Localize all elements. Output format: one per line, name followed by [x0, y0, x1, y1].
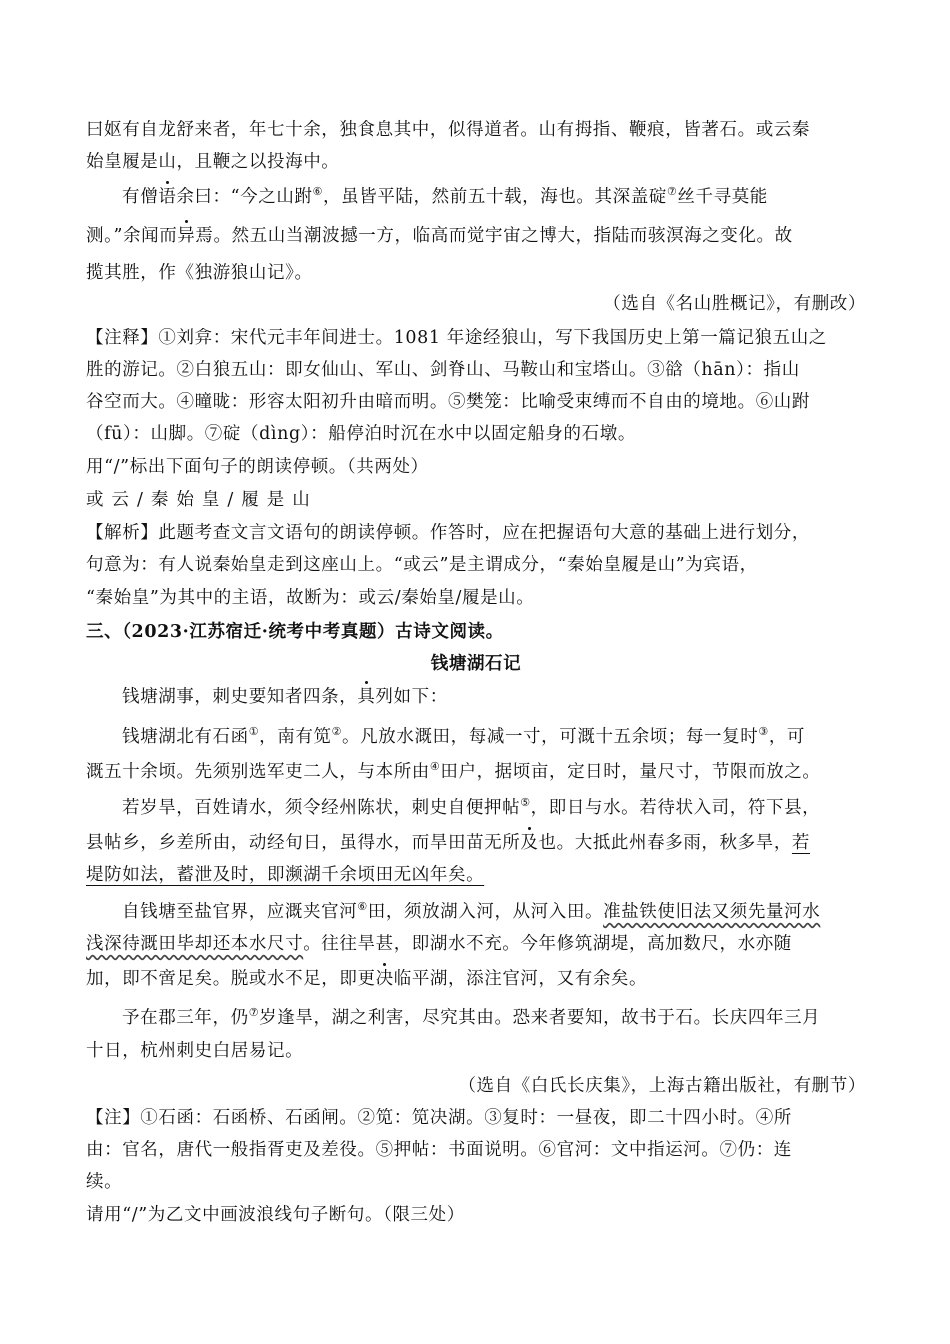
underlined-sentence: 堤防如法，蓄泄及时，即濒湖千余顷田无凶年矣。: [86, 865, 485, 885]
answer-text: 或云/秦始皇/履是山: [86, 490, 318, 510]
passage-line: 加，即不啻足矣。脱或水不足，即更决临平湖，添注官河，又有余矣。: [86, 969, 648, 989]
passage-line: 揽其胜，作《独游狼山记》。: [86, 263, 313, 283]
passage-line: 测。”余闻而异焉。然五山当潮波撼一方，临高而觉宇宙之博大，指陆而骇溟海之变化。故: [86, 226, 793, 246]
article-title: 钱塘湖石记: [430, 654, 522, 674]
wavy-underlined-sentence: 浅深待溉田毕却还本水尺寸: [86, 934, 304, 954]
source-citation: （选自《白氏长庆集》，上海古籍出版社，有删节）: [458, 1076, 866, 1096]
annotation-line: 【注】①石函：石函桥、石函闸。②笕：笕决湖。③复时：一昼夜，即二十四小时。④所: [86, 1108, 792, 1128]
emphasis-dot-char: 异: [177, 226, 196, 246]
analysis-line: 【解析】此题考查文言文语句的朗读停顿。作答时，应在把握语句大意的基础上进行划分，: [86, 523, 810, 543]
passage-paragraph: 钱塘湖事，刺史要知者四条，具列如下：: [122, 687, 448, 707]
emphasis-dot-char: 决: [375, 969, 394, 989]
annotation-line: 由：官名，唐代一般指胥吏及差役。⑤押帖：书面说明。⑥官河：文中指运河。⑦仍：连: [86, 1140, 792, 1160]
emphasis-dot-char: 语: [158, 187, 177, 207]
annotation-line: （fū）：山脚。⑦碇（dìng）：船停泊时沉在水中以固定船身的石墩。: [86, 424, 636, 444]
passage-paragraph: 有僧语余曰：“今之山跗⑥，虽皆平陆，然前五十载，海也。其深盖碇⑦丝千寻莫能: [122, 185, 768, 207]
passage-line: 十日，杭州刺史白居易记。: [86, 1041, 304, 1061]
annotation-line: 胜的游记。②白狼五山：即女仙山、军山、剑脊山、马鞍山和宝塔山。③谽（hān）：指山: [86, 360, 800, 380]
document-page: [86, 0, 866, 1344]
passage-line: 溉五十余顷。先须别选军吏二人，与本所由④田户，据顷亩，定日时，量尺寸，节限而放之。: [86, 760, 821, 782]
source-citation: （选自《名山胜概记》，有删改）: [603, 294, 866, 314]
annotation-line: 【注释】①刘弇：宋代元丰年间进士。1081 年途经狼山，写下我国历史上第一篇记狼五山之: [86, 328, 827, 348]
passage-line: 县帖乡，乡差所由，动经旬日，虽得水，而旱田苗无所及也。大抵此州春多雨，秋多旱，若: [86, 833, 811, 853]
passage-line: 浅深待溉田毕却还本水尺寸。往往旱甚，即湖水不充。今年修筑湖堤，高加数尺，水亦随: [86, 934, 792, 954]
passage-paragraph: 自钱塘至盐官界，应溉夹官河⑥田，须放湖入河，从河入田。准盐铁使旧法又须先量河水: [122, 900, 821, 922]
section-heading: 三、（2023·江苏宿迁·统考中考真题）古诗文阅读。: [86, 622, 504, 642]
emphasis-dot-char: 具: [357, 687, 376, 707]
passage-line: 曰妪有自龙舒来者，年七十余，独食息其中，似得道者。山有拇指、鞭痕，皆著石。或云秦: [86, 120, 810, 140]
passage-paragraph: 予在郡三年，仍⑦岁逢旱，湖之利害，尽究其由。恐来者要知，故书于石。长庆四年三月: [122, 1006, 821, 1028]
passage-paragraph: 钱塘湖北有石函①，南有笕②。凡放水溉田，每减一寸，可溉十五余顷；每一复时③，可: [122, 725, 806, 747]
passage-line: [86, 864, 866, 886]
underlined-sentence: 若: [791, 833, 811, 853]
passage-paragraph: 若岁旱，百姓请水，须令经州陈状，刺史自便押帖⑤，即日与水。若待状入司，符下县，: [122, 796, 821, 818]
question-text: 请用“/”为乙文中画波浪线句子断句。（限三处）: [86, 1205, 465, 1225]
analysis-line: 句意为：有人说秦始皇走到这座山上。“或云”是主谓成分，“秦始皇履是山”为宾语，: [86, 555, 758, 575]
annotation-line: 续。: [86, 1172, 123, 1192]
analysis-line: “秦始皇”为其中的主语，故断为：或云/秦始皇/履是山。: [86, 588, 535, 608]
emphasis-dot-char: 及: [520, 833, 539, 853]
passage-line: 始皇履是山，且鞭之以投海中。: [86, 152, 340, 172]
wavy-underlined-sentence: 准盐铁使旧法又须先量河水: [603, 902, 821, 922]
annotation-line: 谷空而大。④曈昽：形容太阳初升由暗而明。⑤樊笼：比喻受束缚而不自由的境地。⑥山跗: [86, 392, 810, 412]
question-text: 用“/”标出下面句子的朗读停顿。（共两处）: [86, 457, 429, 477]
